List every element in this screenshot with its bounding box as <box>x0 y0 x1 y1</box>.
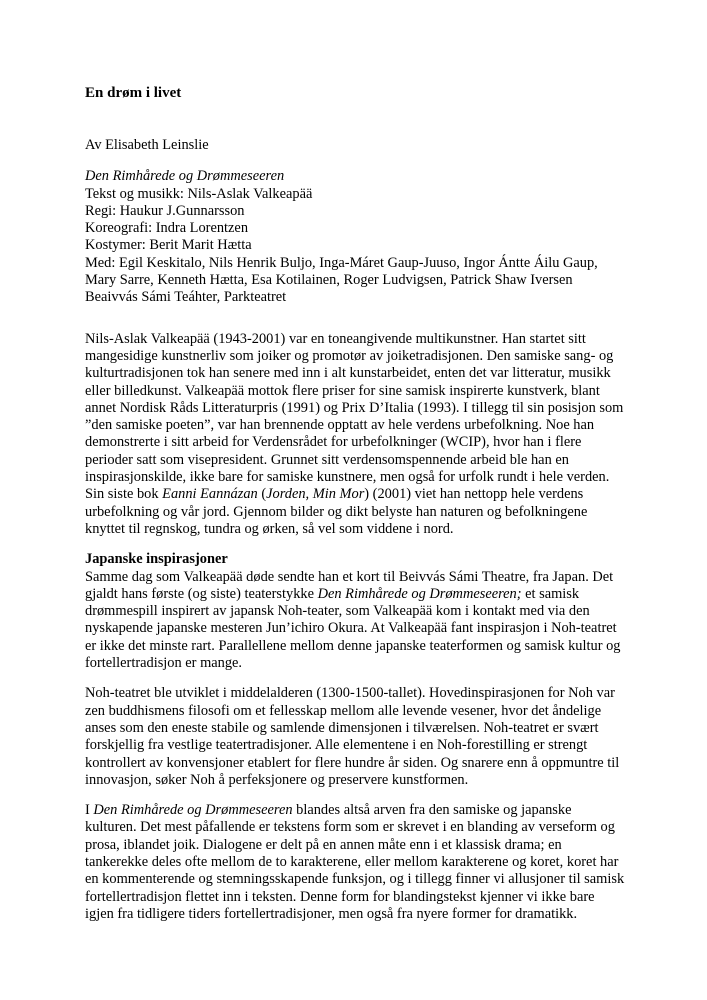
text-run: Beaivvás Sámi Teáhter, Parkteatret <box>85 289 287 306</box>
text-run: Japanske inspirasjoner <box>85 551 228 568</box>
text-run: Noh-teatret ble utviklet i middelalderen (1300-1500-tallet). Hovedinspirasjonen for Noh var zen buddhismens filosofi om et fellesskap mellom alle levende vesener, hvor det åndelige anses som den eneste stabile og samlende dimensjonen i tilværelsen. Noh-teatret er svært forskjellig fra vestlige teatertradisjoner. Alle elementene i en Noh-forestilling er strengt kontrollert av konvensjoner etablert for flere hundre år siden. Og snarere enn å oppmuntre til innovasjon, søker Noh å perfeksjonere og preservere kunstformen. <box>85 685 620 788</box>
text-run: Regi: Haukur J.Gunnarsson <box>85 202 245 219</box>
text-run: Tekst og musikk: Nils-Aslak Valkeapää <box>85 185 313 202</box>
italic-text-run: Den Rimhårede og Drømmeseeren; <box>317 585 522 602</box>
text-run: Kostymer: Berit Marit Hætta <box>85 237 252 254</box>
credit-line <box>85 168 625 185</box>
credit-line <box>85 203 625 220</box>
credit-line <box>85 186 625 203</box>
credit-line <box>85 255 625 290</box>
paragraph-japanese-inspirations <box>85 569 625 673</box>
text-run: Med: Egil Keskitalo, Nils Henrik Buljo, Inga-Máret Gaup-Juuso, Ingor Ántte Áilu Gaup, Mary Sarre, Kenneth Hætta, Esa Kotilainen, Roger Ludvigsen, Patrick Shaw Iversen <box>85 254 598 289</box>
paragraph-noh-history <box>85 685 625 789</box>
text-run: Samme dag som Valkeapää døde sendte han et kort til Beivvás Sámi Theatre, fra Japan. Det gjaldt hans første (og siste) teaterstykke <box>85 568 614 602</box>
italic-text-run: Eanni Eannázan <box>162 486 258 503</box>
paragraph-text-blending <box>85 802 625 923</box>
document-title: En drøm i livet <box>85 85 182 101</box>
credit-line <box>85 289 625 306</box>
credits-block <box>85 168 625 306</box>
text-run: et samisk drømmespill inspirert av japansk Noh-teater, som Valkeapää kom i kontakt med via den nyskapende japanske mesteren Jun’ichiro Okura. At Valkeapää fant inspirasjon i Noh-teatret er ikke det minste rart. Parallellene mellom denne japanske teaterformen og samisk kultur og fortellertradisjon er mange. <box>85 585 621 672</box>
intro-paragraph <box>85 331 625 539</box>
text-run: Nils-Aslak Valkeapää (1943-2001) var en toneangivende multikunstner. Han startet sitt mangesidige kunstnerliv som joiker og promotør av joiketradisjonen. Den samiske sang- og kulturtradisjonen tok han senere med inn i alt kunstarbeidet, enten det var litteratur, musikk eller billedkunst. Valkeapää mottok flere priser for sine samisk inspirerte kunstverk, blant annet Nordisk Råds Litteraturpris (1991) og Prix D’Italia (1993). I tillegg til sin posisjon som ”den samiske poeten”, var han brennende opptatt av hele verdens urbefolkning. Noe han demonstrerte i sitt arbeid for Verdensrådet for urbefolkninger (WCIP), hvor han i flere perioder satt som visepresident. Grunnet sitt verdensomspennende arbeid ble han en inspirasjonskilde, ikke bare for samiske kunstnere, men også for urfolk rundt i hele verden. Sin siste bok <box>85 330 624 503</box>
credit-line <box>85 220 625 237</box>
text-run: ) (2001) viet han nettopp hele verdens urbefolkning og vår jord. Gjennom bilder og dikt belyste han naturen og befolkningene knyttet til regnskog, tundra og ørken, så vel som viddene i nord. <box>85 486 588 537</box>
document-body <box>85 331 625 924</box>
byline: Av Elisabeth Leinslie <box>85 137 209 153</box>
section-heading-japanske-inspirasjoner <box>85 551 625 568</box>
text-run: Koreografi: Indra Lorentzen <box>85 220 249 237</box>
text-run: blandes altså arven fra den samiske og japanske kulturen. Det mest påfallende er tekstens form som er skrevet i en blanding av verseform og prosa, iblandet joik. Dialogene er delt på en annen måte enn i et klassisk drama; en tankerekke deles ofte mellom de to karakterene, eller mellom karakterene og koret, koret har en kommenterende og stemningsskapende funksjon, og i tillegg finner vi allusjoner til samisk fortellertradisjon flettet inn i teksten. Denne form for blandingstekst kjenner vi ikke bare igjen fra tidligere tiders fortellertradisjoner, men også fra nyere former for dramatikk. <box>85 802 625 922</box>
italic-text-run: Den Rimhårede og Drømmeseeren <box>93 802 293 819</box>
italic-text-run: Den Rimhårede og Drømmeseeren <box>85 168 285 185</box>
text-run: ( <box>257 486 267 503</box>
credit-line <box>85 237 625 254</box>
text-run: I <box>85 802 94 819</box>
italic-text-run: Jorden, Min Mor <box>266 486 365 503</box>
